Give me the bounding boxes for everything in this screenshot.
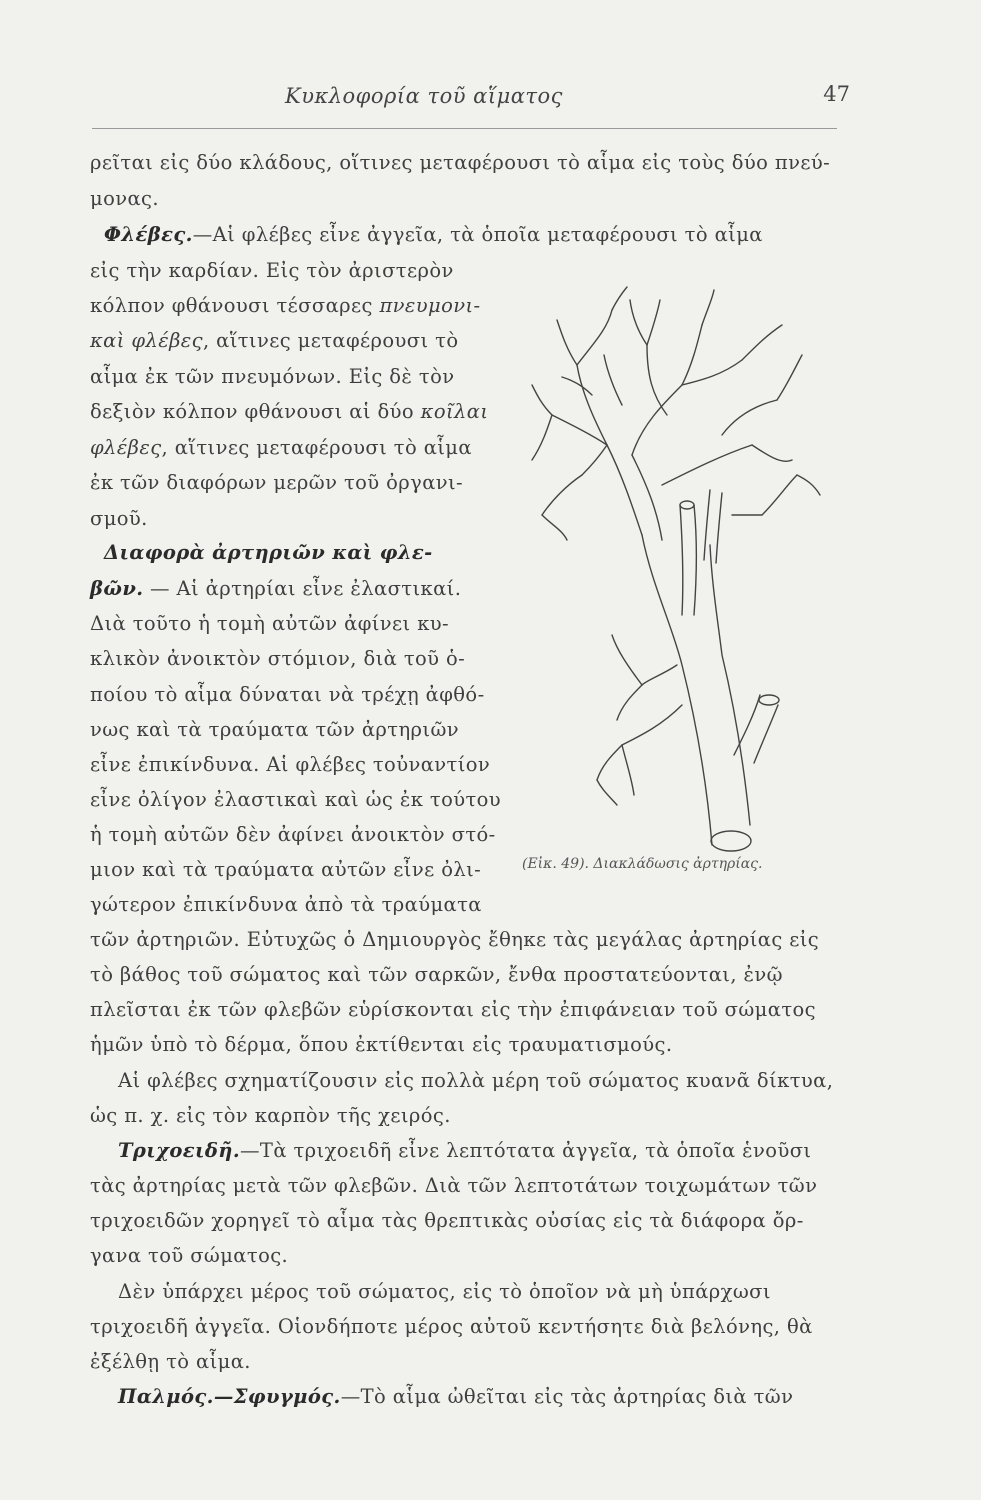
text-line: τὸ βάθος τοῦ σώματος καὶ τῶν σαρκῶν, ἔνθα προστατεύονται, ἐνῷ xyxy=(90,963,783,986)
text-span-italic: κοῖλαι xyxy=(420,400,489,423)
section-heading: Παλμός.—Σφυγμός. xyxy=(118,1385,341,1408)
text-line xyxy=(90,399,488,425)
text-line: ἐξέλθῃ τὸ αἷμα. xyxy=(90,1350,251,1373)
text-span: — Αἱ ἀρτηρίαι εἶνε ἐλαστικαί. xyxy=(143,577,462,600)
text-line: εἰς τὴν καρδίαν. Εἰς τὸν ἀριστερὸν xyxy=(90,259,454,282)
running-header xyxy=(90,74,850,114)
text-line: Δὲν ὑπάρχει μέρος τοῦ σώματος, εἰς τὸ ὁποῖον νὰ μὴ ὑπάρχωσι xyxy=(118,1280,771,1303)
text-line: κλικὸν ἀνοικτὸν στόμιον, διὰ τοῦ ὁ- xyxy=(90,647,466,670)
text-line: μιον καὶ τὰ τραύματα αὐτῶν εἶνε ὀλι- xyxy=(90,858,482,881)
text-span: —Αἱ φλέβες εἶνε ἀγγεῖα, τὰ ὁποῖα μεταφέρουσι τὸ αἷμα xyxy=(192,223,763,246)
text-line: τὰς ἀρτηρίας μετὰ τῶν φλεβῶν. Διὰ τῶν λεπτοτάτων τοιχωμάτων τῶν xyxy=(90,1174,818,1197)
text-span: , αἵτινες μεταφέρουσι τὸ xyxy=(202,329,459,352)
figure-caption: (Εἰκ. 49). Διακλάδωσις ἀρτηρίας. xyxy=(522,856,763,872)
text-line: τριχοειδῶν χορηγεῖ τὸ αἷμα τὰς θρεπτικὰς οὐσίας εἰς τὰ διάφορα ὄρ- xyxy=(90,1209,804,1232)
text-line xyxy=(118,1384,793,1410)
text-span-italic: καὶ φλέβες xyxy=(90,329,203,352)
text-line xyxy=(90,435,472,461)
text-line: ἡμῶν ὑπὸ τὸ δέρμα, ὅπου ἐκτίθενται εἰς τραυματισμούς. xyxy=(90,1033,673,1056)
text-line: τριχοειδῆ ἀγγεῖα. Οἱονδήποτε μέρος αὐτοῦ κεντήσητε διὰ βελόνης, θὰ xyxy=(90,1315,813,1338)
text-line: γώτερον ἐπικίνδυνα ἀπὸ τὰ τραύματα xyxy=(90,893,482,916)
page-number: 47 xyxy=(823,82,850,106)
text-line: τῶν ἀρτηριῶν. Εὐτυχῶς ὁ Δημιουργὸς ἔθηκε τὰς μεγάλας ἀρτηρίας εἰς xyxy=(90,928,820,951)
text-line: ρεῖται εἰς δύο κλάδους, οἵτινες μεταφέρουσι τὸ αἷμα εἰς τοὺς δύο πνεύ- xyxy=(90,151,831,174)
header-rule xyxy=(92,128,837,129)
text-line: ἐκ τῶν διαφόρων μερῶν τοῦ ὀργανι- xyxy=(90,471,464,494)
text-line: νως καὶ τὰ τραύματα τῶν ἀρτηριῶν xyxy=(90,718,460,741)
text-line: εἶνε ὀλίγον ἐλαστικαὶ καὶ ὡς ἐκ τούτου xyxy=(90,788,502,811)
text-line: ἡ τομὴ αὐτῶν δὲν ἀφίνει ἀνοικτὸν στό- xyxy=(90,823,496,846)
text-span: —Τὸ αἷμα ὠθεῖται εἰς τὰς ἀρτηρίας διὰ τῶν xyxy=(340,1385,794,1408)
text-line xyxy=(104,222,763,248)
text-line xyxy=(90,328,459,354)
text-line xyxy=(90,576,461,602)
text-line: εἶνε ἐπικίνδυνα. Αἱ φλέβες τοὐναντίον xyxy=(90,753,491,776)
text-line xyxy=(90,293,481,319)
text-line: ποίου τὸ αἷμα δύναται νὰ τρέχῃ ἀφθό- xyxy=(90,683,485,706)
section-heading: Τριχοειδῆ. xyxy=(118,1139,241,1162)
text-line: Αἱ φλέβες σχηματίζουσιν εἰς πολλὰ μέρη τοῦ σώματος κυανᾶ δίκτυα, xyxy=(118,1069,834,1092)
text-span: κόλπον φθάνουσι τέσσαρες xyxy=(90,294,380,317)
text-span-italic: πνευμονι- xyxy=(379,294,481,317)
text-line: ὡς π. χ. εἰς τὸν καρπὸν τῆς χειρός. xyxy=(90,1104,451,1127)
text-line: Διὰ τοῦτο ἡ τομὴ αὐτῶν ἀφίνει κυ- xyxy=(90,612,450,635)
text-line: μονας. xyxy=(90,187,159,210)
text-line: πλεῖσται ἐκ τῶν φλεβῶν εὑρίσκονται εἰς τὴν ἐπιφάνειαν τοῦ σώματος xyxy=(90,998,816,1021)
text-span: δεξιὸν κόλπον φθάνουσι αἱ δύο xyxy=(90,400,421,423)
header-title: Κυκλοφορία τοῦ αἵματος xyxy=(285,84,563,108)
section-heading: βῶν. xyxy=(90,577,144,600)
artery-branching-illustration xyxy=(522,285,822,865)
text-span: , αἵτινες μεταφέρουσι τὸ αἷμα xyxy=(161,436,472,459)
text-line: σμοῦ. xyxy=(90,507,148,530)
text-span-italic: φλέβες xyxy=(90,436,162,459)
text-line: αἷμα ἐκ τῶν πνευμόνων. Εἰς δὲ τὸν xyxy=(90,365,455,388)
section-heading: Διαφορὰ ἀρτηριῶν καὶ φλε- xyxy=(104,541,433,564)
section-heading: Φλέβες. xyxy=(104,223,193,246)
text-line xyxy=(118,1138,811,1164)
text-line: γανα τοῦ σώματος. xyxy=(90,1244,289,1267)
text-span: —Τὰ τριχοειδῆ εἶνε λεπτότατα ἀγγεῖα, τὰ ὁποῖα ἑνοῦσι xyxy=(240,1139,812,1162)
